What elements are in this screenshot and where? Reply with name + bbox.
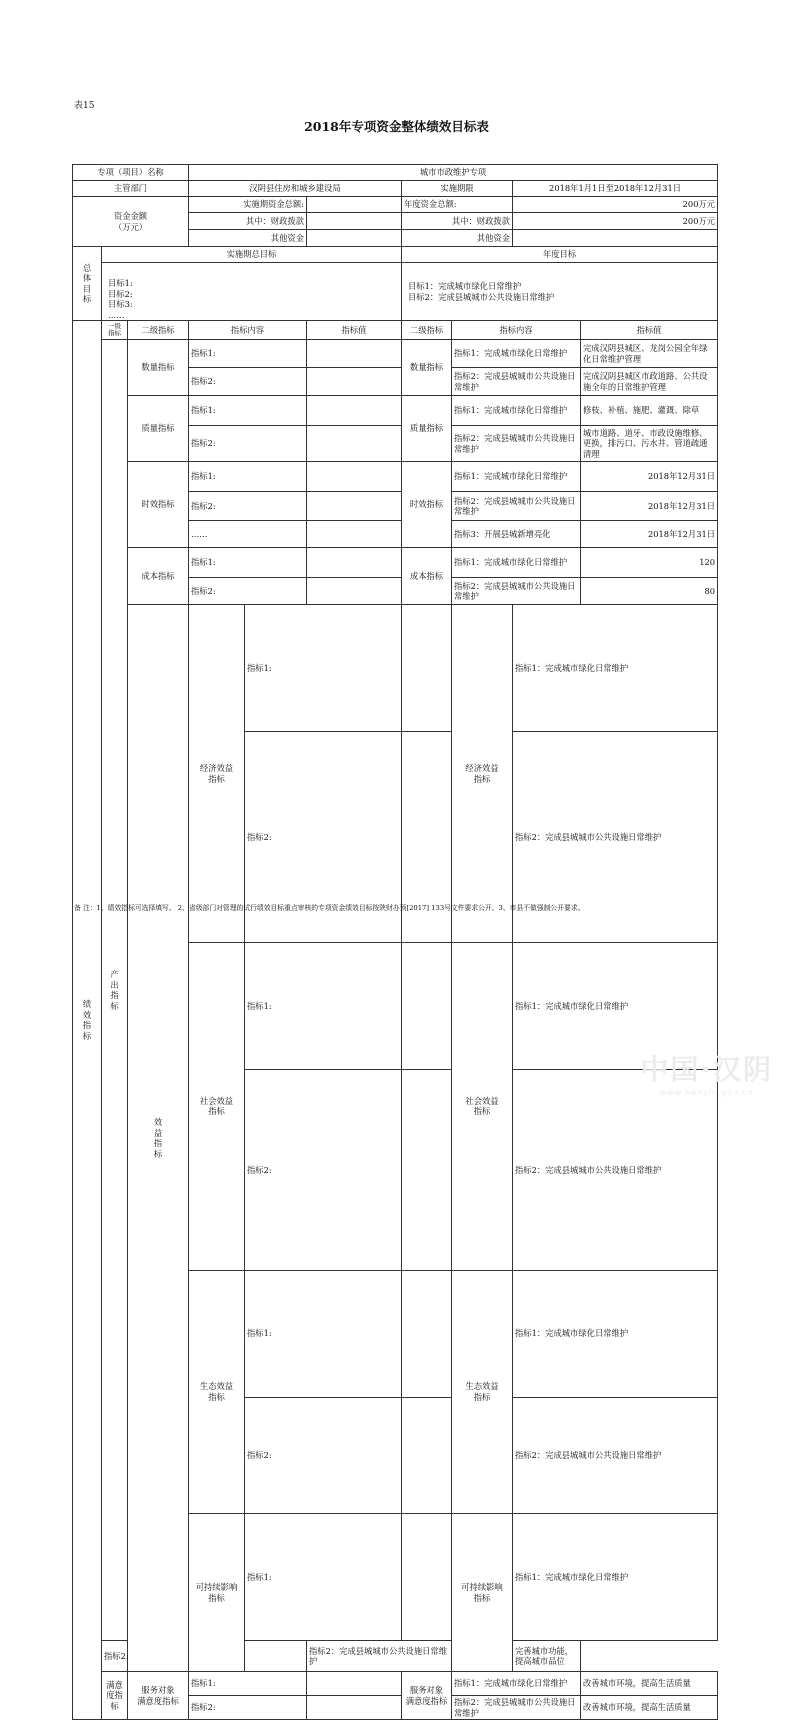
left-indicator-1: 指标1: [245, 1514, 402, 1641]
left-indicator-2: 指标2: [189, 368, 307, 396]
value-header: 指标值 [307, 321, 402, 340]
table-number: 表15 [74, 101, 95, 111]
period-label: 实施期限 [402, 181, 513, 197]
timeliness-indicator-1: 指标1：完成城市绿化日常维护 [452, 462, 581, 492]
service-indicator-2: 指标2：完成县城城市公共设施日常维护 [452, 1696, 581, 1720]
service-value-2: 改善城市环境，提高生活质量 [581, 1696, 718, 1720]
left-indicator-1: 指标1: [189, 1672, 307, 1696]
performance-target-table [72, 164, 718, 1720]
output-indicator-label: 产 出 指 标 [102, 340, 128, 1641]
table-row [73, 263, 718, 321]
period-value: 2018年1月1日至2018年12月31日 [513, 181, 718, 197]
left-value-cell [307, 396, 402, 426]
left-indicator-2: 指标2: [189, 492, 307, 521]
left-indicator-2: 指标2: [245, 1070, 402, 1271]
economic-indicator: 经济效益 指标 [189, 605, 245, 943]
overall-goal-label: 总 体 目 标 [73, 247, 102, 321]
period-goal-text: 目标1: 目标2: 目标3: …… [102, 263, 402, 321]
fund-total-value [307, 197, 402, 213]
fund-other-value [307, 230, 402, 247]
timeliness-value-3: 2018年12月31日 [581, 521, 718, 548]
project-name-label: 专项（项目）名称 [73, 165, 189, 181]
left-indicator-2: 指标2: [245, 1397, 402, 1514]
sustainability-indicator-2: 指标2：完成县城城市公共设施日常维护 [307, 1641, 452, 1672]
timeliness-value-1: 2018年12月31日 [581, 462, 718, 492]
left-indicator-1: 指标1: [189, 396, 307, 426]
left-value-cell [307, 426, 402, 462]
year-other-label: 其他资金 [402, 230, 513, 247]
table-row [73, 548, 718, 578]
timeliness-indicator-3: 指标3：开展县城新增亮化 [452, 521, 581, 548]
quantity-indicator-2: 指标2：完成县城城市公共设施日常维护 [452, 368, 581, 396]
quantity-indicator: 数量指标 [128, 340, 189, 396]
performance-indicator-label: 绩 效 指 标 [73, 321, 102, 1720]
table-row [73, 396, 718, 426]
left-indicator-1: 指标1: [245, 1270, 402, 1397]
left-indicator-2: 指标2: [189, 1696, 307, 1720]
fund-fiscal-label: 其中：财政拨款 [189, 213, 307, 230]
content-header: 指标内容 [189, 321, 307, 340]
social-indicator-2: 指标2：完成县城城市公共设施日常维护 [513, 1070, 718, 1271]
period-goal-header: 实施期总目标 [102, 247, 402, 263]
fund-label: 资金金额 （万元） [73, 197, 189, 247]
left-value-cell [307, 492, 402, 521]
sustainability-indicator-right: 可持续影响 指标 [452, 1514, 513, 1672]
year-goal-header: 年度目标 [402, 247, 718, 263]
left-value-cell [402, 1397, 452, 1514]
level1-header: 一级 指标 [102, 321, 128, 340]
left-indicator-1: 指标1: [189, 340, 307, 368]
watermark-url: www.hanyin.gov.cn [659, 1088, 754, 1097]
page-title: 2018年专项资金整体绩效目标表 [304, 119, 489, 134]
left-value-cell [402, 943, 452, 1070]
left-value-cell [402, 605, 452, 732]
satisfaction-indicator-label: 满意 度指 标 [102, 1672, 128, 1720]
left-indicator-1: 指标1: [189, 462, 307, 492]
cost-value-1: 120 [581, 548, 718, 578]
quality-indicator: 质量指标 [128, 396, 189, 462]
left-indicator-2: 指标2: [102, 1641, 189, 1672]
year-other-value [513, 230, 718, 247]
table-row [73, 1672, 718, 1696]
quality-indicator-right: 质量指标 [402, 396, 452, 462]
left-indicator-2: 指标2: [189, 578, 307, 605]
level2b-header: 二级指标 [402, 321, 452, 340]
service-value-1: 改善城市环境，提高生活质量 [581, 1672, 718, 1696]
year-fiscal-value: 200万元 [513, 213, 718, 230]
left-value-cell [307, 1672, 402, 1696]
left-value-cell [307, 368, 402, 396]
cost-indicator-right: 成本指标 [402, 548, 452, 605]
quantity-indicator-1: 指标1：完成城市绿化日常维护 [452, 340, 581, 368]
left-indicator-1: 指标1: [245, 943, 402, 1070]
table-row [73, 1641, 718, 1672]
economic-indicator-1: 指标1：完成城市绿化日常维护 [513, 605, 718, 732]
cost-indicator-2: 指标2：完成县城城市公共设施日常维护 [452, 578, 581, 605]
social-indicator: 社会效益 指标 [189, 943, 245, 1271]
year-total-label: 年度资金总额: [402, 197, 513, 213]
project-name-value: 城市市政维护专项 [189, 165, 718, 181]
left-value-cell [307, 462, 402, 492]
year-fiscal-label: 其中：财政拨款 [402, 213, 513, 230]
table-row [73, 181, 718, 197]
left-value-cell [402, 1070, 452, 1271]
left-value-cell [402, 1514, 452, 1641]
ecological-indicator-right: 生态效益 指标 [452, 1270, 513, 1514]
cost-indicator: 成本指标 [128, 548, 189, 605]
dept-value: 汉阴县住房和城乡建设局 [189, 181, 402, 197]
left-value-cell [245, 1641, 307, 1672]
timeliness-indicator-2: 指标2：完成县城城市公共设施日常维护 [452, 492, 581, 521]
service-satisfaction-indicator-right: 服务对象 满意度指标 [402, 1672, 452, 1720]
left-value-cell [307, 521, 402, 548]
table-row [73, 340, 718, 368]
left-indicator-2: 指标2: [245, 732, 402, 943]
cost-indicator-1: 指标1：完成城市绿化日常维护 [452, 548, 581, 578]
timeliness-indicator-right: 时效指标 [402, 462, 452, 548]
social-indicator-1: 指标1：完成城市绿化日常维护 [513, 943, 718, 1070]
economic-indicator-2: 指标2：完成县城城市公共设施日常维护 [513, 732, 718, 943]
watermark-text: 中国·汉阴 [640, 1053, 773, 1086]
fund-total-label: 实施期资金总额: [189, 197, 307, 213]
economic-indicator-right: 经济效益 指标 [452, 605, 513, 943]
left-value-cell [307, 340, 402, 368]
left-value-cell [307, 548, 402, 578]
left-indicator-etc: …… [189, 521, 307, 548]
table-row [73, 197, 718, 213]
year-total-value: 200万元 [513, 197, 718, 213]
valueb-header: 指标值 [581, 321, 718, 340]
table-row [73, 247, 718, 263]
table-row [73, 165, 718, 181]
fund-other-label: 其他资金 [189, 230, 307, 247]
left-indicator-1: 指标1: [189, 548, 307, 578]
quality-indicator-1: 指标1：完成城市绿化日常维护 [452, 396, 581, 426]
table-row [73, 462, 718, 492]
service-satisfaction-indicator: 服务对象 满意度指标 [128, 1672, 189, 1720]
year-goal-text: 目标1：完成城市绿化日常维护 目标2：完成县城城市公共设施日常维护 [402, 263, 718, 321]
left-indicator-2: 指标2: [189, 426, 307, 462]
benefit-indicator-label: 效 益 指 标 [128, 605, 189, 1672]
footnote: 备 注：1、绩效指标可选择填写。 2、省级部门对管理的试行绩效目标重点审核的专项资金绩效目标按陕财办预[2017] 133号文件要求公开。3、市县不做强制公开要求。 [74, 904, 585, 912]
left-value-cell [307, 578, 402, 605]
ecological-indicator-2: 指标2：完成县城城市公共设施日常维护 [513, 1397, 718, 1514]
watermark-logo [640, 1048, 773, 1097]
dept-label: 主管部门 [73, 181, 189, 197]
quality-value-2: 城市道路、道牙、市政设施维修、更换，排污口、污水井、管道疏通清理 [581, 426, 718, 462]
service-indicator-1: 指标1：完成城市绿化日常维护 [452, 1672, 581, 1696]
quality-value-1: 修枝、补植、施肥、灌溉、除草 [581, 396, 718, 426]
level2-header: 二级指标 [128, 321, 189, 340]
quality-indicator-2: 指标2：完成县城城市公共设施日常维护 [452, 426, 581, 462]
left-indicator-1: 指标1: [245, 605, 402, 732]
sustainability-value-2: 完善城市功能，提高城市品位 [513, 1641, 581, 1672]
sustainability-indicator: 可持续影响 指标 [189, 1514, 245, 1672]
left-value-cell [307, 1696, 402, 1720]
social-indicator-right: 社会效益 指标 [452, 943, 513, 1271]
table-row [73, 321, 718, 340]
contentb-header: 指标内容 [452, 321, 581, 340]
left-value-cell [402, 1270, 452, 1397]
ecological-indicator-1: 指标1：完成城市绿化日常维护 [513, 1270, 718, 1397]
timeliness-value-2: 2018年12月31日 [581, 492, 718, 521]
fund-fiscal-value [307, 213, 402, 230]
quantity-value-1: 完成汉阴县城区、龙岗公园全年绿化日常维护管理 [581, 340, 718, 368]
cost-value-2: 80 [581, 578, 718, 605]
ecological-indicator: 生态效益 指标 [189, 1270, 245, 1514]
table-row [73, 605, 718, 732]
sustainability-indicator-1: 指标1：完成城市绿化日常维护 [513, 1514, 718, 1641]
quantity-value-2: 完成汉阴县城区市政道路、公共设施全年的日常维护管理 [581, 368, 718, 396]
timeliness-indicator: 时效指标 [128, 462, 189, 548]
quantity-indicator-right: 数量指标 [402, 340, 452, 396]
